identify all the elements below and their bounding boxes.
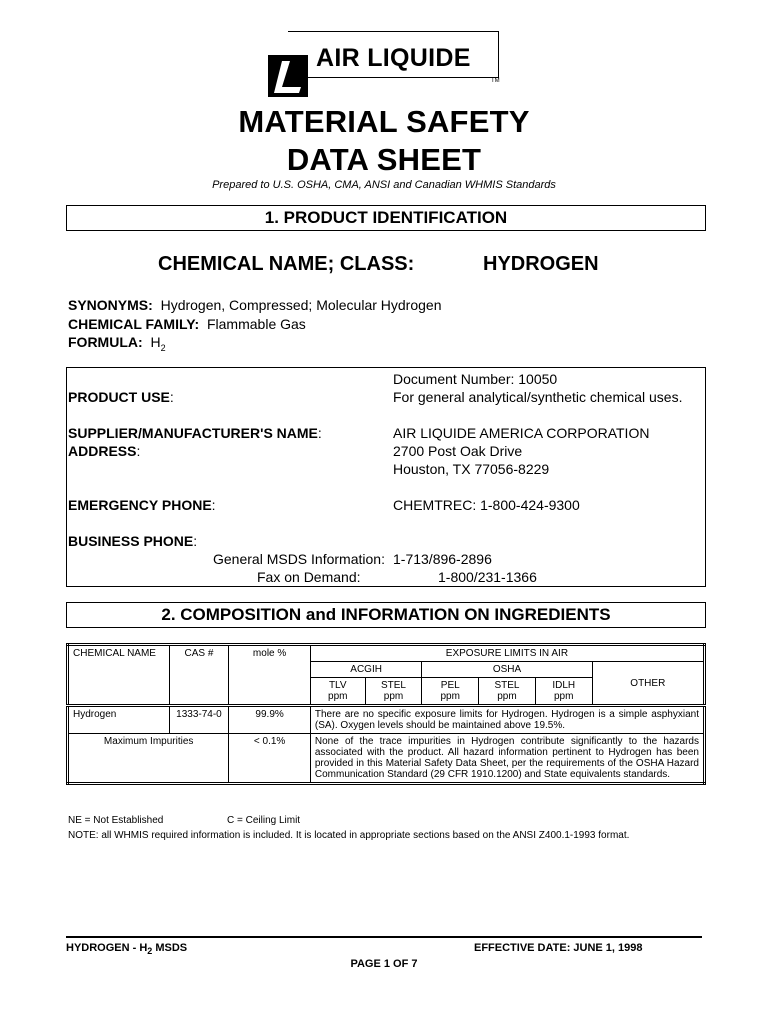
header-pel: PEL ppm: [422, 678, 479, 706]
row-impurities-mole: < 0.1%: [229, 734, 311, 784]
page-title-line2: DATA SHEET: [286, 142, 482, 177]
fax-label: Fax on Demand:: [257, 569, 361, 585]
family-row: [68, 316, 306, 332]
row-hydrogen-note: There are no specific exposure limits for Hydrogen. Hydrogen is a simple asphyxiant (SA). Oxygen levels should be maintained above 19.5%.: [310, 706, 704, 734]
msds-value: 1-713/896-2896: [393, 551, 492, 567]
prepared-note: Prepared to U.S. OSHA, CMA, ANSI and Canadian WHMIS Standards: [212, 179, 556, 191]
supplier-value: AIR LIQUIDE AMERICA CORPORATION: [393, 425, 650, 441]
formula-row: [68, 334, 166, 353]
header-chemical-name: CHEMICAL NAME: [68, 645, 170, 706]
note-ceiling: C = Ceiling Limit: [227, 815, 301, 826]
supplier-label: SUPPLIER/MANUFACTURER'S NAME: [68, 425, 318, 441]
air-liquide-logo-icon: [268, 55, 308, 97]
page-number: PAGE 1 OF 7: [350, 958, 418, 970]
row-impurities-note: None of the trace impurities in Hydrogen contribute significantly to the hazards associated with the product. All hazard information pertinent to Hydrogen has been provided in this Material Safety Data Sheet, per the requirements of the OSHA Hazard Communication Standard (29 CFR 1910.1200) and State equivalents standards.: [310, 734, 704, 784]
page-title-line1: MATERIAL SAFETY: [238, 104, 530, 139]
business-row: BUSINESS PHONE:: [68, 533, 198, 549]
synonyms-value: Hydrogen, Compressed; Molecular Hydrogen: [160, 297, 442, 313]
section-1-heading: 1. PRODUCT IDENTIFICATION: [66, 205, 706, 231]
fax-value: 1-800/231-1366: [438, 569, 537, 585]
row-hydrogen-name: Hydrogen: [68, 706, 170, 734]
chemical-name-value: HYDROGEN: [483, 253, 599, 275]
address-line1: 2700 Post Oak Drive: [393, 443, 523, 459]
product-use-value: For general analytical/synthetic chemical uses.: [393, 389, 683, 405]
document-number: Document Number: 10050: [393, 371, 558, 387]
row-hydrogen-cas: 1333-74-0: [169, 706, 229, 734]
header-tlv: TLV ppm: [310, 678, 365, 706]
header-idlh: IDLH ppm: [535, 678, 592, 706]
note-ne: NE = Not Established: [68, 815, 164, 826]
logo-brand: AIR LIQUIDE: [316, 44, 471, 72]
header-acgih: ACGIH: [310, 662, 422, 678]
header-stel: STEL ppm: [365, 678, 422, 706]
product-use-row: PRODUCT USE:: [68, 389, 174, 405]
header-cas: CAS #: [169, 645, 229, 706]
header-osha-stel: STEL ppm: [479, 678, 536, 706]
table-header-row: [68, 645, 705, 662]
formula-symbol: H: [150, 334, 161, 350]
business-label: BUSINESS PHONE: [68, 533, 194, 549]
table-row: [68, 734, 705, 784]
formula-subscript: 2: [160, 342, 166, 353]
emergency-value: CHEMTREC: 1-800-424-9300: [393, 497, 580, 513]
address-row: ADDRESS:: [68, 443, 141, 459]
chemical-name-label: CHEMICAL NAME; CLASS:: [158, 253, 415, 275]
emergency-label: EMERGENCY PHONE: [68, 497, 212, 513]
address-label: ADDRESS: [68, 443, 137, 459]
composition-table: [66, 643, 706, 785]
logo-trademark: TM: [491, 78, 500, 84]
synonyms-label: SYNONYMS:: [68, 297, 153, 313]
section-2-heading: 2. COMPOSITION and INFORMATION ON INGREDIENTS: [66, 602, 706, 628]
header-mole: mole %: [229, 645, 311, 706]
address-line2: Houston, TX 77056-8229: [393, 461, 550, 477]
supplier-row: SUPPLIER/MANUFACTURER'S NAME:: [68, 425, 322, 441]
footer-effective-date: EFFECTIVE DATE: JUNE 1, 1998: [474, 942, 643, 954]
formula-label: FORMULA:: [68, 334, 143, 350]
synonyms-row: [68, 297, 442, 313]
table-row: [68, 706, 705, 734]
header-other: OTHER: [592, 662, 704, 706]
note-whmis: NOTE: all WHMIS required information is included. It is located in appropriate sections based on the ANSI Z400.1-1993 format.: [68, 830, 630, 841]
footer-product: HYDROGEN - $H_2$ MSDS: [66, 942, 188, 957]
footer-rule: [66, 936, 702, 938]
product-use-label: PRODUCT USE: [68, 389, 170, 405]
row-impurities-name: Maximum Impurities: [68, 734, 229, 784]
family-value: Flammable Gas: [206, 316, 306, 332]
header-osha: OSHA: [422, 662, 592, 678]
emergency-row: EMERGENCY PHONE:: [68, 497, 216, 513]
family-label: CHEMICAL FAMILY:: [68, 316, 200, 332]
msds-label: General MSDS Information:: [213, 551, 385, 567]
row-hydrogen-mole: 99.9%: [229, 706, 311, 734]
header-exposure: EXPOSURE LIMITS IN AIR: [310, 645, 704, 662]
